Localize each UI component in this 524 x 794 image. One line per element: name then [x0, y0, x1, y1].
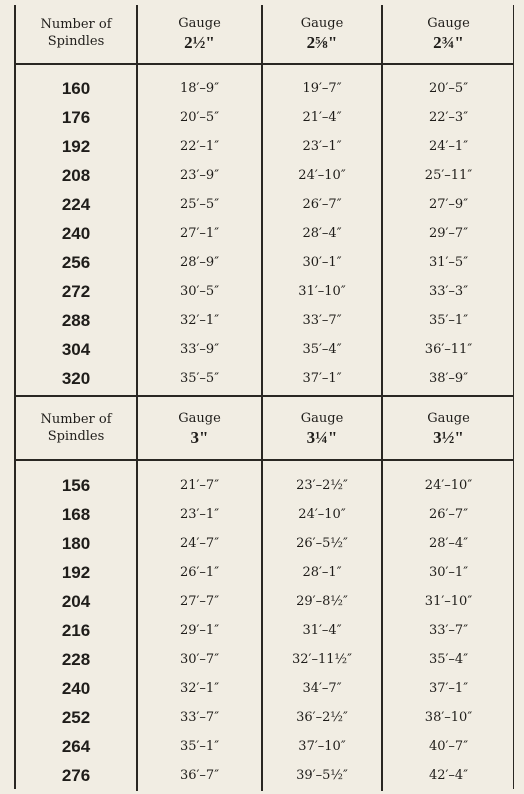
gauge-label: Gauge — [427, 411, 470, 426]
length-cell: 34′–7″ — [302, 681, 342, 696]
length-cell: 21′–7″ — [179, 478, 220, 493]
table-row — [16, 219, 513, 248]
header-rule — [16, 63, 513, 65]
table-row — [16, 103, 513, 132]
spindle-count: 160 — [61, 79, 91, 98]
gauge-header — [263, 5, 381, 63]
length-cell: 37′–10″ — [298, 739, 346, 754]
length-cell: 36′–2½″ — [296, 710, 348, 725]
length-cell: 38′–10″ — [424, 710, 473, 725]
length-cell: 35′–4″ — [428, 652, 469, 667]
length-cell: 31′–10″ — [424, 594, 473, 609]
length-cell: 39′–5½″ — [296, 768, 348, 783]
table-row — [16, 587, 513, 616]
length-cell: 27′–7″ — [179, 594, 220, 609]
length-cell: 30′–7″ — [179, 652, 220, 667]
spindle-count: 156 — [61, 476, 91, 495]
spindle-count: 240 — [61, 224, 91, 243]
table-row — [16, 190, 513, 219]
length-cell: 33′–7″ — [179, 710, 220, 725]
length-cell: 26′–7″ — [302, 197, 342, 212]
length-cell: 26′–1″ — [179, 565, 220, 580]
spindle-count: 320 — [61, 369, 91, 388]
gauge-value: 3" — [190, 428, 209, 447]
length-cell: 36′–7″ — [179, 768, 220, 783]
spindle-count: 176 — [61, 108, 91, 127]
spindles-header-line2: Spindles — [47, 34, 105, 49]
length-cell: 30′–1″ — [302, 255, 342, 270]
length-cell: 29′–7″ — [428, 226, 469, 241]
length-cell: 40′–7″ — [428, 739, 469, 754]
table-row — [16, 74, 513, 103]
length-cell: 35′–4″ — [302, 342, 342, 357]
spindle-count: 168 — [61, 505, 91, 524]
gauge-value: 2⅝" — [306, 33, 338, 52]
length-cell: 30′–5″ — [179, 284, 220, 299]
length-cell: 21′–4″ — [302, 110, 342, 125]
table-row — [16, 703, 513, 732]
spindles-header — [16, 400, 136, 458]
length-cell: 25′–11″ — [424, 168, 473, 183]
length-cell: 33′–3″ — [428, 284, 469, 299]
length-cell: 23′–2½″ — [296, 478, 348, 493]
table-row — [16, 529, 513, 558]
table-row — [16, 674, 513, 703]
length-cell: 28′–4″ — [302, 226, 342, 241]
table-row — [16, 500, 513, 529]
length-cell: 37′–1″ — [428, 681, 469, 696]
spindles-header-line1: Number of — [40, 412, 112, 427]
length-cell: 24′–10″ — [424, 478, 473, 493]
table-row — [16, 132, 513, 161]
gauge-value: 3½" — [433, 428, 464, 447]
length-cell: 31′–5″ — [428, 255, 469, 270]
table-section-1 — [16, 5, 513, 395]
spindle-count: 252 — [61, 708, 91, 727]
gauge-header — [383, 400, 514, 458]
length-cell: 35′–5″ — [179, 371, 220, 386]
length-cell: 28′–9″ — [179, 255, 220, 270]
gauge-value: 2½" — [184, 33, 215, 52]
gauge-header — [138, 5, 261, 63]
length-cell: 18′–9″ — [179, 81, 220, 96]
length-cell: 19′–7″ — [302, 81, 342, 96]
gauge-label: Gauge — [178, 411, 221, 426]
table-row — [16, 277, 513, 306]
gauge-header — [263, 400, 381, 458]
table-row — [16, 471, 513, 500]
table-row — [16, 558, 513, 587]
spindle-count: 224 — [61, 195, 91, 214]
length-cell: 32′–1″ — [179, 313, 220, 328]
length-cell: 26′–5½″ — [296, 536, 348, 551]
gauge-header — [383, 5, 514, 63]
length-cell: 23′–1″ — [179, 507, 220, 522]
gauge-header — [138, 400, 261, 458]
length-cell: 24′–1″ — [428, 139, 469, 154]
length-cell: 29′–8½″ — [296, 594, 348, 609]
length-cell: 23′–1″ — [302, 139, 342, 154]
table-row — [16, 645, 513, 674]
spindles-header-line1: Number of — [40, 17, 112, 32]
length-cell: 33′–7″ — [302, 313, 342, 328]
spindle-count: 192 — [61, 137, 91, 156]
spindle-count: 304 — [61, 340, 91, 359]
length-cell: 22′–1″ — [179, 139, 220, 154]
length-cell: 20′–5″ — [179, 110, 220, 125]
length-cell: 35′–1″ — [179, 739, 220, 754]
spindle-count: 288 — [61, 311, 91, 330]
length-cell: 28′–4″ — [428, 536, 469, 551]
spindle-count: 192 — [61, 563, 91, 582]
spindles-header — [16, 5, 136, 63]
header-rule — [16, 459, 513, 461]
length-cell: 38′–9″ — [428, 371, 469, 386]
length-cell: 35′–1″ — [428, 313, 469, 328]
spindles-header-line2: Spindles — [47, 429, 105, 444]
spindle-count: 180 — [61, 534, 91, 553]
length-cell: 31′–4″ — [302, 623, 342, 638]
spindle-count: 256 — [61, 253, 91, 272]
length-cell: 33′–7″ — [428, 623, 469, 638]
spindle-count: 276 — [61, 766, 91, 785]
length-cell: 36′–11″ — [424, 342, 473, 357]
length-cell: 24′–10″ — [298, 507, 346, 522]
table-row — [16, 761, 513, 790]
spindle-count: 264 — [61, 737, 91, 756]
length-cell: 28′–1″ — [302, 565, 342, 580]
spindle-count: 204 — [61, 592, 91, 611]
length-cell: 24′–7″ — [179, 536, 220, 551]
length-cell: 31′–10″ — [298, 284, 346, 299]
gauge-value: 2¾" — [433, 33, 464, 52]
table-row — [16, 732, 513, 761]
table-section-2 — [16, 395, 513, 791]
length-cell: 30′–1″ — [428, 565, 469, 580]
length-cell: 20′–5″ — [428, 81, 469, 96]
spindle-count: 240 — [61, 679, 91, 698]
length-cell: 27′–1″ — [179, 226, 220, 241]
length-cell: 23′–9″ — [179, 168, 220, 183]
length-cell: 24′–10″ — [298, 168, 346, 183]
gauge-value: 3¼" — [306, 428, 338, 447]
length-cell: 26′–7″ — [428, 507, 469, 522]
gauge-label: Gauge — [300, 411, 344, 426]
length-cell: 32′–11½″ — [292, 652, 352, 667]
table-row — [16, 616, 513, 645]
gauge-label: Gauge — [178, 16, 221, 31]
length-cell: 25′–5″ — [179, 197, 220, 212]
gauge-label: Gauge — [427, 16, 470, 31]
table-row — [16, 161, 513, 190]
length-cell: 32′–1″ — [179, 681, 220, 696]
spindle-count: 216 — [61, 621, 91, 640]
table-row — [16, 364, 513, 393]
table-row — [16, 335, 513, 364]
table-row — [16, 248, 513, 277]
length-cell: 42′–4″ — [428, 768, 469, 783]
gauge-label: Gauge — [300, 16, 344, 31]
spindle-count: 208 — [61, 166, 91, 185]
length-cell: 22′–3″ — [428, 110, 469, 125]
spindle-count: 272 — [61, 282, 91, 301]
spindle-count: 228 — [61, 650, 91, 669]
length-cell: 37′–1″ — [302, 371, 342, 386]
spindle-gauge-page — [14, 5, 514, 789]
length-cell: 33′–9″ — [179, 342, 220, 357]
table-row — [16, 306, 513, 335]
length-cell: 27′–9″ — [428, 197, 469, 212]
length-cell: 29′–1″ — [179, 623, 220, 638]
